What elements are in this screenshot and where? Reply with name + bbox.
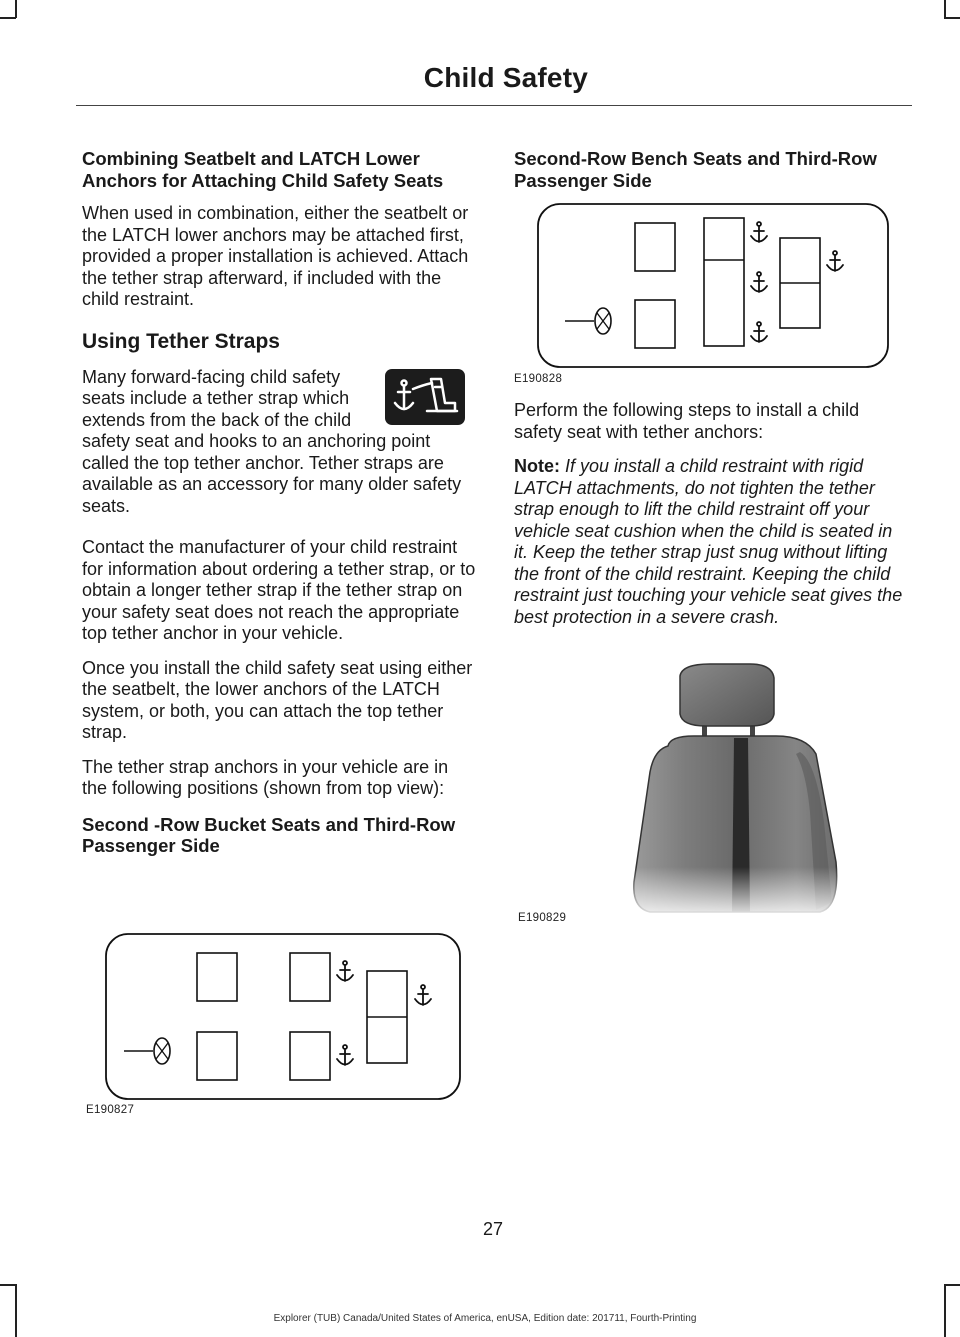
seat-front-right [635,300,675,348]
seat-back-illustration [610,662,860,922]
heading-bucket-seats: Second -Row Bucket Seats and Third-Row Passenger Side [82,813,456,856]
right-column [514,148,909,203]
figure-id: E190827 [86,1104,135,1116]
diagram-bench-seats [537,203,889,368]
edition-info: Explorer (TUB) Canada/United States of America, enUSA, Edition date: 201711, Fourth-Printing [273,1313,697,1324]
seat-front-right [197,1032,237,1080]
seat-front-left [197,953,237,1001]
crop-mark [0,1284,16,1286]
paragraph-steps: Perform the following steps to install a child safety seat with tether anchors: [514,400,860,442]
page-number: 27 [482,1219,504,1239]
paragraph-contact: Contact the manufacturer of your child restraint for information about ordering a tether strap, or to obtain a longer tether strap if the tether strap on your safety seat does not reach the appropriate top tether anchor in your vehicle. [82,537,476,643]
heading-bench-seats: Second-Row Bench Seats and Third-Row Passenger Side [514,148,877,191]
header-rule [76,105,912,106]
heading-combining: Combining Seatbelt and LATCH Lower Anchors for Attaching Child Safety Seats [82,148,444,191]
page-title: Child Safety [423,62,588,93]
diagram-bucket-seats [105,933,461,1100]
crop-mark [0,17,16,19]
paragraph-using: Many forward-facing child safety seats include a tether strap which extends from the back of the child safety seat and hooks to an anchoring point called the top tether anchor. Tether straps are available as an accessory for many older safety seats. [82,367,477,518]
crop-mark [944,1284,960,1286]
crop-mark [15,1284,17,1337]
crop-mark [15,0,17,18]
figure-id: E190829 [518,912,567,924]
right-column-text [514,400,909,641]
seat-front-left [635,223,675,271]
seat-second-left [290,953,330,1001]
heading-using-tether-straps: Using Tether Straps [82,329,280,353]
note-label: Note: [514,456,560,476]
figure-id: E190828 [514,373,563,385]
note [514,456,909,628]
crop-mark [944,1284,946,1337]
crop-mark [944,17,960,19]
child-seat-tether-icon [385,369,465,425]
note-body: If you install a child restraint with rigid LATCH attachments, do not tighten the tether strap enough to lift the child restraint off your vehicle seat cushion when the child is seated in it. Keep the tether strap just snug without lifting the front of the child restraint. Keeping the child restraint just touching your vehicle seat gives the best protection in a severe crash. [514,456,903,627]
paragraph-combining: When used in combination, either the seatbelt or the LATCH lower anchors may be attached first, provided a proper installation is achieved. Attach the tether strap afterward, if included with the child restraint. [82,203,469,309]
seat-second-right [290,1032,330,1080]
crop-mark [944,0,946,18]
paragraph-positions: The tether strap anchors in your vehicle are in the following positions (shown from top view): [82,756,449,798]
seat-second-bench [704,218,744,346]
left-column [82,148,477,869]
paragraph-once: Once you install the child safety seat using either the seatbelt, the lower anchors of the LATCH system, or both, you can attach the top tether strap. [82,657,473,742]
